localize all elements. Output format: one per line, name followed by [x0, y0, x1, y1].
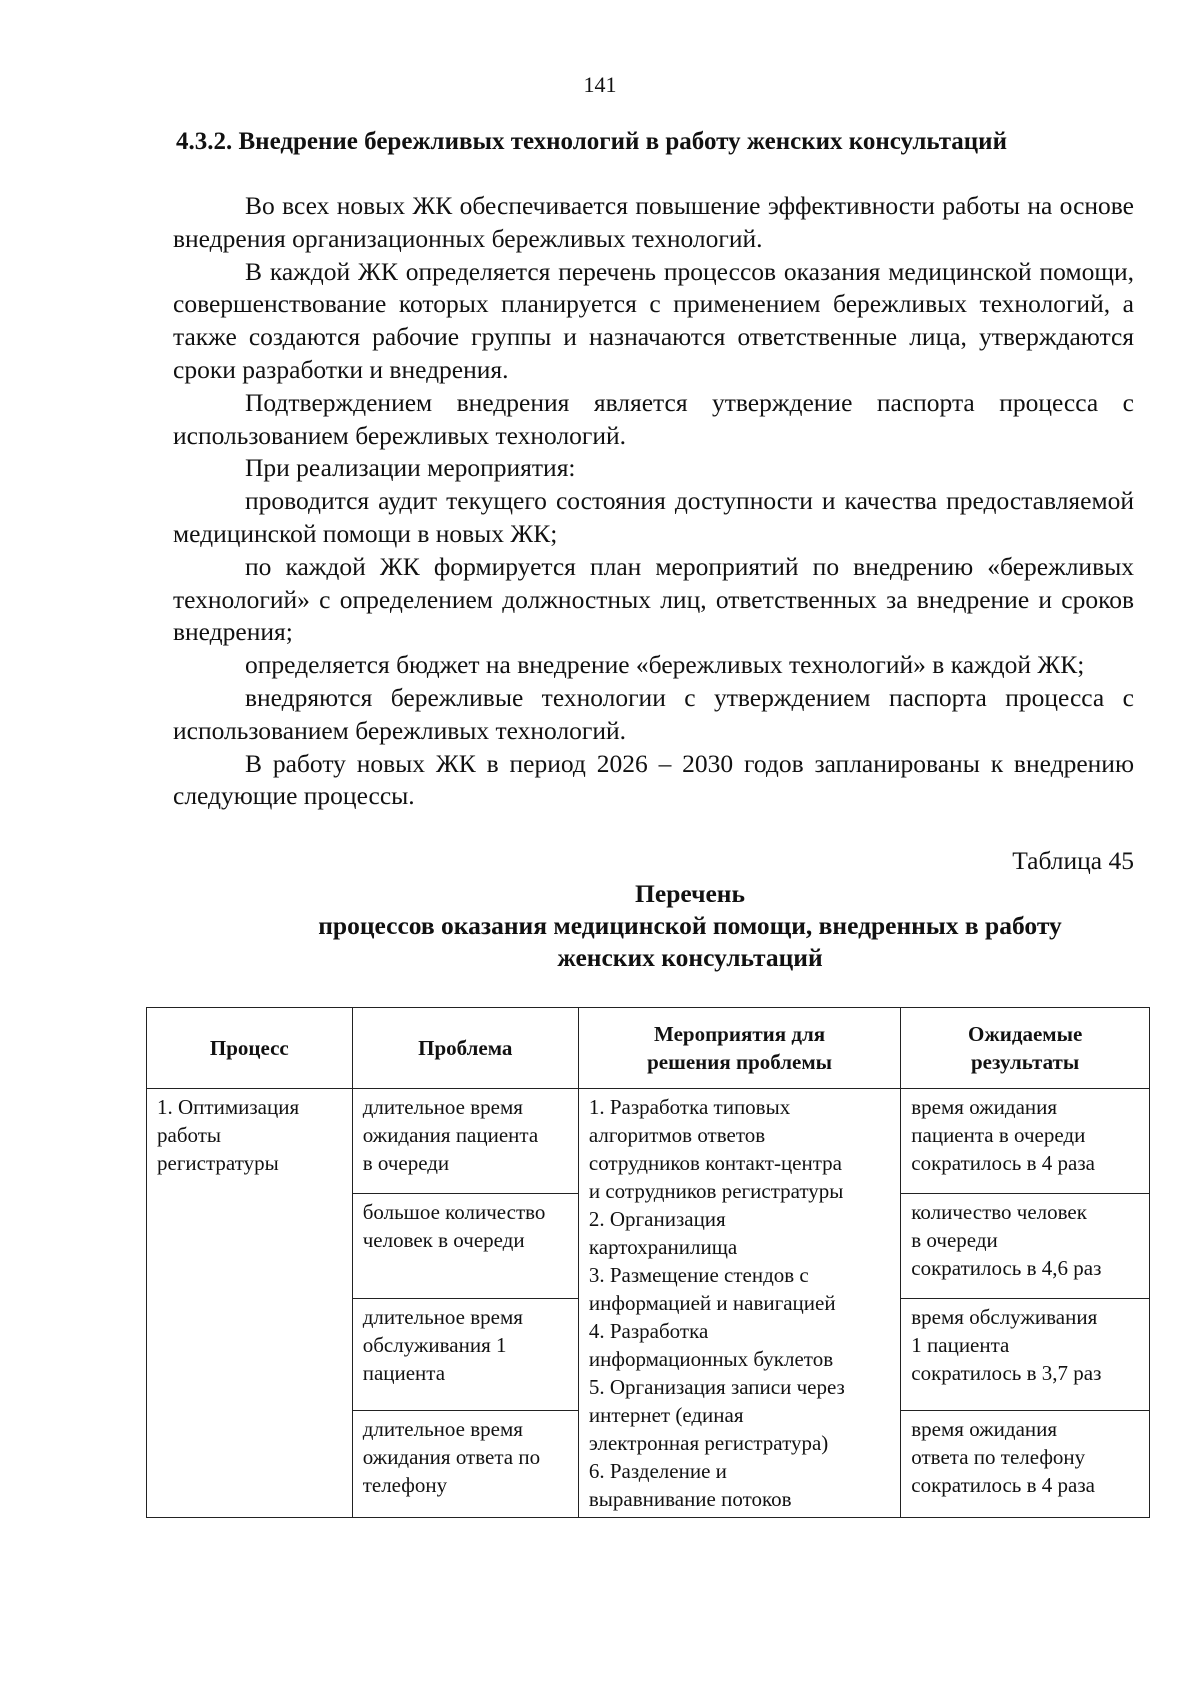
cell-problem: длительное время ожидания пациента в очереди — [352, 1089, 578, 1194]
table-heading-line: процессов оказания медицинской помощи, внедренных в работу — [318, 911, 1062, 940]
section-title: 4.3.2. Внедрение бережливых технологий в работу женских консультаций — [176, 128, 1007, 155]
header-process: Процесс — [147, 1008, 353, 1089]
table-heading — [200, 878, 1180, 974]
cell-problem: длительное время обслуживания 1 пациента — [352, 1299, 578, 1410]
cell-result: время обслуживания 1 пациента сократилось в 3,7 раз — [901, 1299, 1150, 1410]
paragraph: по каждой ЖК формируется план мероприятий по внедрению «бережливых технологий» с определением должностных лиц, ответственных за внедрение и сроков внедрения; — [173, 551, 1134, 647]
cell-result: количество человек в очереди сократилось в 4,6 раз — [901, 1194, 1150, 1299]
table-heading-line: Перечень — [635, 879, 745, 908]
table-heading-line: женских консультаций — [557, 943, 823, 972]
cell-result: время ожидания ответа по телефону сократилось в 4 раза — [901, 1410, 1150, 1517]
cell-process: 1. Оптимизация работы регистратуры — [147, 1089, 353, 1518]
paragraph: В каждой ЖК определяется перечень процессов оказания медицинской помощи, совершенствование которых планируется с применением бережливых технологий, а также создаются рабочие группы и назначаются ответственные лица, утверждаются сроки разработки и внедрения. — [173, 256, 1134, 384]
paragraph: внедряются бережливые технологии с утверждением паспорта процесса с использованием бережливых технологий. — [173, 682, 1134, 745]
page-number: 141 — [583, 72, 617, 97]
paragraph: Во всех новых ЖК обеспечивается повышение эффективности работы на основе внедрения организационных бережливых технологий. — [173, 191, 1134, 253]
paragraph: В работу новых ЖК в период 2026 – 2030 годов запланированы к внедрению следующие процессы. — [173, 748, 1134, 811]
table-caption: Таблица 45 — [1012, 846, 1134, 875]
paragraph: Подтверждением внедрения является утверждение паспорта процесса с использованием бережливых технологий. — [173, 387, 1134, 450]
paragraph: определяется бюджет на внедрение «бережливых технологий» в каждой ЖК; — [245, 650, 1085, 680]
header-problem: Проблема — [352, 1008, 578, 1089]
cell-problem: длительное время ожидания ответа по телефону — [352, 1410, 578, 1517]
body-text — [173, 190, 1134, 813]
cell-measures: 1. Разработка типовых алгоритмов ответов сотрудников контакт-центра и сотрудников регистратуры 2. Организация картохранилища 3. Размещение стендов с информацией и навигацией 4. Разработка информационных буклетов 5. Организация записи через интернет (единая электронная регистратура) 6. Разделение и выравнивание потоков — [578, 1089, 900, 1518]
cell-result: время ожидания пациента в очереди сократилось в 4 раза — [901, 1089, 1150, 1194]
table-header-row — [147, 1008, 1150, 1089]
paragraph: При реализации мероприятия: — [245, 453, 576, 483]
header-measures: Мероприятия для решения проблемы — [578, 1008, 900, 1089]
table-row — [147, 1089, 1150, 1194]
cell-problem: большое количество человек в очереди — [352, 1194, 578, 1299]
paragraph: проводится аудит текущего состояния доступности и качества предоставляемой медицинской помощи в новых ЖК; — [173, 486, 1134, 548]
process-table — [146, 1007, 1150, 1518]
header-results: Ожидаемые результаты — [901, 1008, 1150, 1089]
